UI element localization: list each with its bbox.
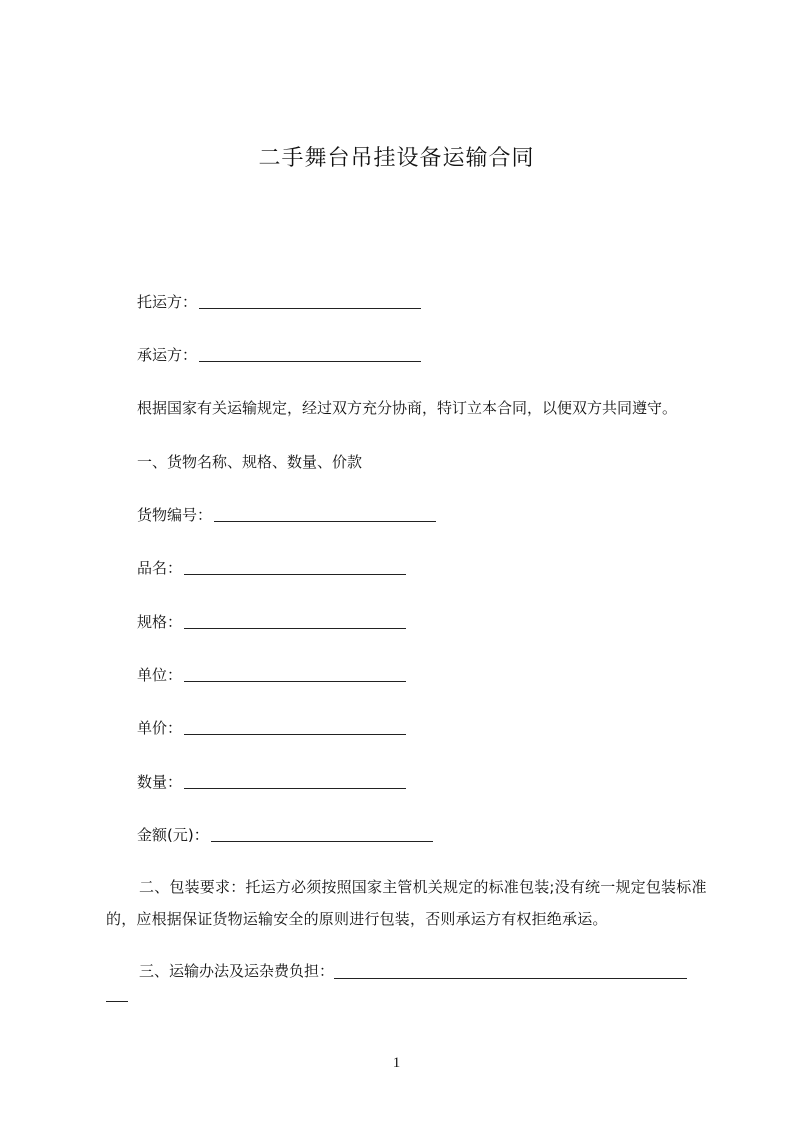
section3-label: 三、运输办法及运杂费负担： <box>139 962 335 980</box>
carrier-field <box>137 345 421 365</box>
section2-paragraph: 二、包装要求：托运方必须按照国家主管机关规定的标准包装;没有统一规定包装标准的，应根据保证货物运输安全的原则进行包装，否则承运方有权拒绝承运。 <box>106 878 707 928</box>
product-name-label: 品名： <box>137 559 183 577</box>
amount-label: 金额(元)： <box>137 826 209 844</box>
page-number: 1 <box>392 1055 401 1071</box>
spec-blank[interactable] <box>184 614 406 629</box>
spec-field <box>137 612 406 632</box>
carrier-label: 承运方： <box>137 346 198 364</box>
amount-blank[interactable] <box>211 827 433 842</box>
goods-no-blank[interactable] <box>214 507 436 522</box>
quantity-field <box>137 772 406 792</box>
shipper-blank[interactable] <box>199 294 421 309</box>
amount-field <box>137 825 433 845</box>
unit-blank[interactable] <box>184 667 406 682</box>
product-name-field <box>137 558 406 578</box>
quantity-blank[interactable] <box>184 774 406 789</box>
document-title: 二手舞台吊挂设备运输合同 <box>258 146 535 171</box>
goods-no-label: 货物编号： <box>137 506 213 524</box>
section3-block <box>106 955 687 1002</box>
preamble-text: 根据国家有关运输规定，经过双方充分协商，特订立本合同，以便双方共同遵守。 <box>137 399 678 417</box>
goods-no-field <box>137 505 436 525</box>
section3-blank[interactable] <box>334 964 687 979</box>
unit-price-label: 单价： <box>137 719 183 737</box>
unit-price-field <box>137 718 406 738</box>
section3-blank-continued[interactable] <box>106 987 128 1002</box>
unit-label: 单位： <box>137 666 183 684</box>
unit-price-blank[interactable] <box>184 720 406 735</box>
carrier-blank[interactable] <box>199 347 421 362</box>
product-name-blank[interactable] <box>184 560 406 575</box>
quantity-label: 数量： <box>137 773 183 791</box>
shipper-label: 托运方： <box>137 293 198 311</box>
unit-field <box>137 665 406 685</box>
spec-label: 规格： <box>137 613 183 631</box>
section1-heading: 一、货物名称、规格、数量、价款 <box>137 453 363 471</box>
shipper-field <box>137 292 421 312</box>
